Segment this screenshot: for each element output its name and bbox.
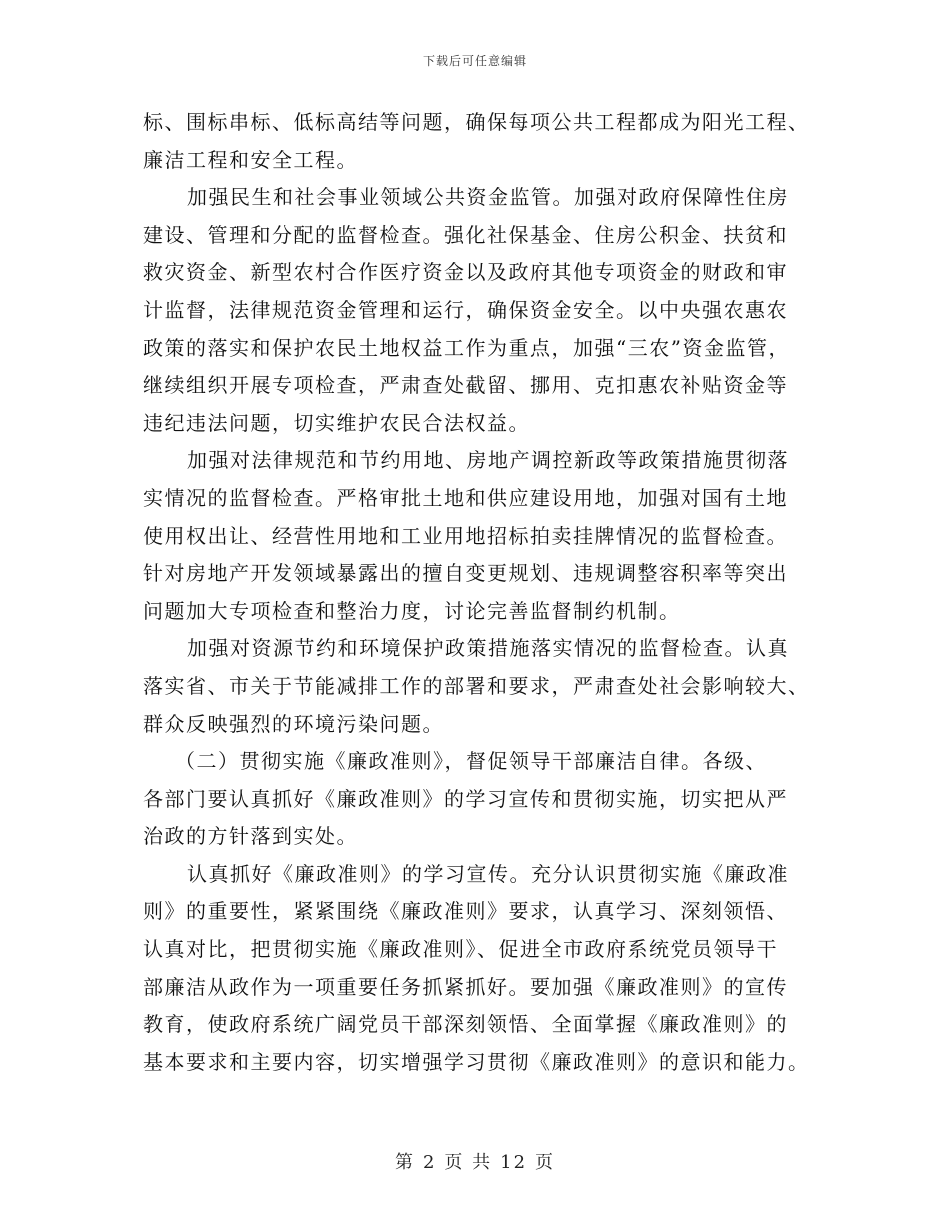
text-line: 廉洁工程和安全工程。 — [143, 147, 358, 172]
text-line: 实情况的监督检查。严格审批土地和供应建设用地，加强对国有土地 — [143, 485, 788, 510]
page-number-footer — [0, 1148, 950, 1174]
paragraph-start-line: 加强民生和社会事业领域公共资金监管。加强对政府保障性住房 — [187, 185, 789, 210]
total-page-count: 12 — [500, 1152, 528, 1173]
paragraph-start-line: 认真抓好《廉政准则》的学习宣传。充分认识贯彻实施《廉政准 — [187, 861, 789, 886]
text-line: 使用权出让、经营性用地和工业用地招标拍卖挂牌情况的监督检查。 — [143, 523, 788, 548]
text-line: 则》的重要性，紧紧围绕《廉政准则》要求，认真学习、深刻领悟、 — [143, 899, 788, 924]
text-line: 落实省、市关于节能减排工作的部署和要求，严肃查处社会影响较大、 — [143, 673, 810, 698]
text-line: 群众反映强烈的环境污染问题。 — [143, 711, 444, 736]
text-line: 违纪违法问题，切实维护农民合法权益。 — [143, 410, 530, 435]
page-number-middle: 页 共 — [444, 1152, 493, 1173]
text-line: 政策的落实和保护农民土地权益工作为重点，加强“三农”资金监管， — [143, 335, 790, 360]
text-line: 问题加大专项检查和整治力度，讨论完善监督制约机制。 — [143, 598, 681, 623]
text-line: 针对房地产开发领域暴露出的擅自变更规划、违规调整容积率等突出 — [143, 561, 788, 586]
paragraph-start-line: 加强对法律规范和节约用地、房地产调控新政等政策措施贯彻落 — [187, 448, 789, 473]
text-line: 标、围标串标、低标高结等问题，确保每项公共工程都成为阳光工程、 — [143, 110, 810, 134]
text-line: 认真对比，把贯彻实施《廉政准则》、促进全市政府系统党员领导干 — [143, 937, 778, 962]
document-body — [143, 104, 813, 1081]
text-line: 各部门要认真抓好《廉政准则》的学习宣传和贯彻实施，切实把从严 — [143, 786, 788, 811]
text-line: 救灾资金、新型农村合作医疗资金以及政府其他专项资金的财政和审 — [143, 260, 788, 285]
text-line: 教育，使政府系统广阔党员干部深刻领悟、全面掌握《廉政准则》的 — [143, 1012, 788, 1037]
text-line: 继续组织开展专项检查，严肃查处截留、挪用、克扣惠农补贴资金等 — [143, 373, 788, 398]
page-number-prefix: 第 — [394, 1152, 415, 1173]
text-line: 治政的方针落到实处。 — [143, 824, 358, 849]
text-line: 基本要求和主要内容，切实增强学习贯彻《廉政准则》的意识和能力。 — [143, 1049, 810, 1074]
paragraph-start-line: 加强对资源节约和环境保护政策措施落实情况的监督检查。认真 — [187, 636, 789, 661]
text-line: 建设、管理和分配的监督检查。强化社保基金、住房公积金、扶贫和 — [143, 222, 788, 247]
text-line: 计监督，法律规范资金管理和运行，确保资金安全。以中央强农惠农 — [143, 297, 788, 322]
current-page-number: 2 — [422, 1152, 437, 1173]
page-number-suffix: 页 — [535, 1152, 556, 1173]
text-line: 部廉洁从政作为一项重要任务抓紧抓好。要加强《廉政准则》的宣传 — [143, 974, 788, 999]
page-header-note: 下载后可任意编辑 — [422, 54, 527, 68]
section-heading-line: （二）贯彻实施《廉政准则》，督促领导干部廉洁自律。各级、 — [175, 749, 767, 774]
